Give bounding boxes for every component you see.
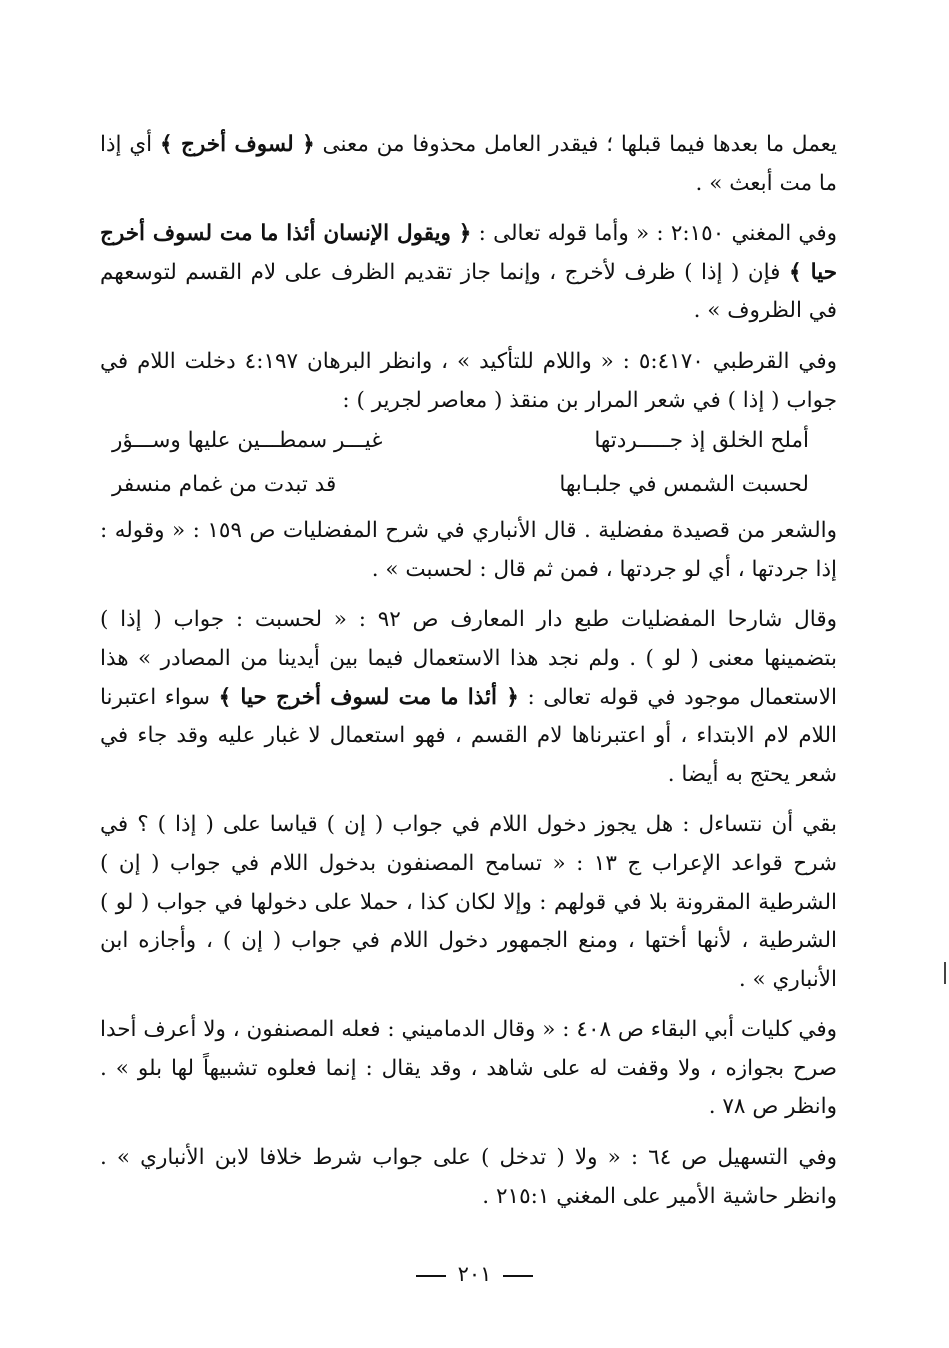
page-number-dash-left bbox=[416, 1275, 446, 1277]
poem-verse-2-first-hemistich: لحسبت الشمس في جلبـابها bbox=[559, 472, 809, 498]
paragraph-5-text-b: سواء اعتبرنا اللام لام الابتداء ، أو اعتبرناها لام القسم ، فهو استعمال لا غبار عليه وقد جاء في شعر يحتج به أيضا . bbox=[100, 684, 837, 787]
poem-verse-2 bbox=[100, 468, 837, 512]
paragraph-2 bbox=[100, 215, 837, 331]
paragraph-6: بقي أن نتساءل : هل يجوز دخول اللام في جواب ( إن ) قياسا على ( إذا ) ؟ في شرح قواعد الإعراب ج ١٣ : « تسامح المصنفون بدخول اللام في جواب ( إن ) الشرطية المقرونة بلا في قولهم : وإلا لكان كذا ، حملا على دخولها في جواب ( لو ) الشرطية ، لأنها أختها ، ومنع الجمهور دخول اللام في جواب ( إن ) ، وأجازه ابن الأنباري » . bbox=[100, 812, 837, 992]
paragraph-4: والشعر من قصيدة مفضلية . قال الأنباري في شرح المفضليات ص ١٥٩ : « وقوله : إذا جردتها ، أي لو جردتها ، فمن ثم قال : لحسبت » . bbox=[100, 518, 837, 582]
paragraph-5-text-a: وقال شارحا المفضليات طبع دار المعارف ص ٩٢ : « لحسبت : جواب ( إذا ) بتضمينها معنى ( لو ) . ولم نجد هذا الاستعمال فيما بين أيدينا من المصادر » هذا الاستعمال موجود في قوله تعالى : bbox=[100, 607, 838, 710]
quran-quote-3: ﴿ أئذا ما مت لسوف أخرج حيا ﴾ bbox=[218, 684, 519, 710]
page-number-text: ٢٠١ bbox=[457, 1262, 492, 1286]
paragraph-7: وفي كليات أبي البقاء ص ٤٠٨ : « وقال الدماميني : فعله المصنفون ، ولا أعرف أحدا صرح بجوازه ، ولا وقفت له على شاهد ، وقد يقال : إنما فعلوه تشبيهاً لها بلو » . وانظر ص ٧٨ . bbox=[100, 1017, 837, 1120]
paragraph-1-text-a: يعمل ما بعدها فيما قبلها ؛ فيقدر العامل محذوفا من معنى bbox=[314, 132, 837, 157]
page-number bbox=[0, 1262, 949, 1286]
paragraph-8: وفي التسهيل ص ٦٤ : « ولا ( تدخل ) على جواب شرط خلافا لابن الأنباري » . وانظر حاشية الأمير على المغني ٢١٥:١ . bbox=[100, 1145, 837, 1209]
paragraph-2-text-a: وفي المغني ٢:١٥٠ : « وأما قوله تعالى : bbox=[471, 221, 837, 247]
page-body bbox=[100, 126, 837, 1220]
poem-verse-1 bbox=[100, 424, 837, 468]
paragraph-1 bbox=[100, 126, 837, 203]
paragraph-2-text-b: فإن ( إذا ) ظرف لأخرج ، وإنما جاز تقديم الظرف على لام القسم لتوسعهم في الظروف » . bbox=[100, 259, 837, 324]
scan-edge-mark bbox=[944, 962, 946, 984]
paragraph-3: وفي القرطبي ٥:٤١٧٠ : « واللام للتأكيد » ، وانظر البرهان ٤:١٩٧ دخلت اللام في جواب ( إذا ) في شعر المرار بن منقذ ( معاصر لجرير ) : bbox=[100, 348, 837, 413]
poem-verse-2-second-hemistich: قد تبدت من غمام منسفر bbox=[112, 472, 337, 498]
poem-verse-1-first-hemistich: أملح الخلق إذ جـــــردتها bbox=[594, 428, 809, 454]
poem-verse-1-second-hemistich: غيـــر سمطـــين عليها وســـؤر bbox=[112, 428, 383, 454]
paragraph-5 bbox=[100, 601, 837, 794]
quran-quote-2: ﴿ ويقول الإنسان أئذا ما مت لسوف أخرج حيا ﴾ bbox=[100, 221, 837, 285]
paragraph-1-text-b: أي إذا ما مت أبعث » . bbox=[100, 132, 837, 196]
quran-quote-1: ﴿ لسوف أخرج ﴾ bbox=[159, 132, 315, 157]
page-number-dash-right bbox=[503, 1275, 533, 1277]
